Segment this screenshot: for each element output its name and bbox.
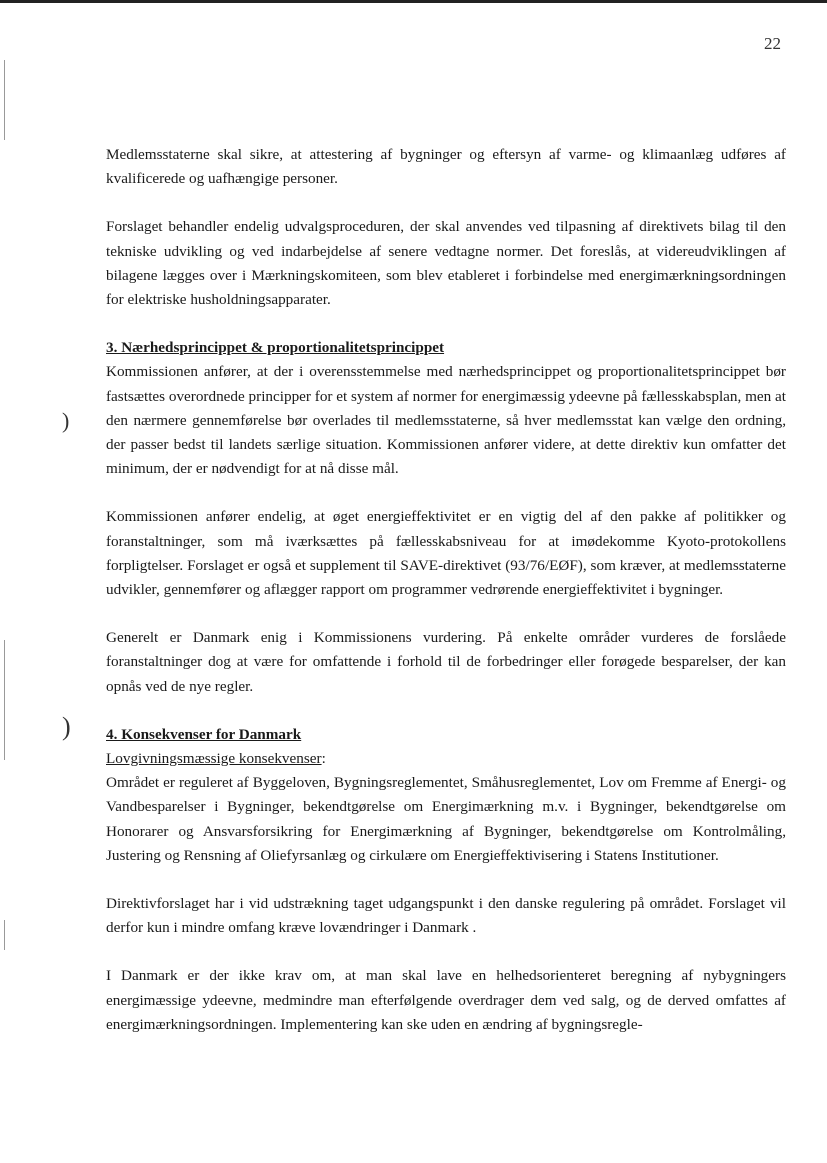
- scan-margin-mark: [4, 60, 5, 140]
- subheading-colon: :: [321, 750, 326, 768]
- paragraph-subsidiarity-principles: Kommissionen anfører, at der i overensstemmelse med nærhedsprincippet og proportionalitetsprincippet bør fastsættes overordnede principper for et system af normer for energimæssig ydeevne på fællesskabsplan, men at den nærmere gennemførelse bør overlades til medlemsstaterne, så hver medlemsstat kan vælge den ordning, der passer bedst til landets særlige situation. Kommissionen anfører videre, at dette direktiv kun omfatter det minimum, der er nødvendigt for at nå disse mål.: [106, 363, 787, 478]
- section-heading-consequences: 4. Konsekvenser for Danmark: [106, 725, 302, 743]
- top-border-rule: [0, 0, 827, 3]
- scan-artifact-bracket: ): [62, 408, 70, 433]
- paragraph-danish-assessment: Generelt er Danmark enig i Kommissionens vurdering. På enkelte områder vurderes de forslåede foranstaltninger dog at være for omfattende i forhold til de forbedringer eller forøgede besparelser, der kan opnås ved de nye regler.: [106, 629, 786, 695]
- scan-margin-mark: [4, 640, 5, 760]
- section-heading-subsidiarity: 3. Nærhedsprincippet & proportionalitetsprincippet: [106, 339, 445, 357]
- scan-artifact-bracket: ): [62, 712, 71, 741]
- paragraph-directive-basis: Direktivforslaget har i vid udstrækning taget udgangspunkt i den danske regulering på området. Forslaget vil derfor kun i mindre omfang kræve lovændringer i Danmark .: [106, 895, 786, 937]
- subheading-text: Lovgivningsmæssige konsekvenser: [106, 750, 322, 768]
- paragraph-energy-efficiency-package: Kommissionen anfører endelig, at øget energieffektivitet er en vigtig del af den pakke af politikker og foranstaltninger, som må iværksættes på fællesskabsniveau for at imødekomme Kyoto-protokollens forpligtelser. Forslaget er også et supplement til SAVE-direktivet (93/76/EØF), som kræver, at medlemsstaterne udvikler, gennemfører og aflægger rapport om programmer vedrørende energieffektivitet i bygninger.: [106, 508, 786, 599]
- scan-margin-mark: [4, 920, 5, 950]
- paragraph-holistic-calculation: I Danmark er der ikke krav om, at man skal lave en helhedsorienteret beregning af nybygningers energimæssige ydeevne, medmindre man efterfølgende overdrager dem ved salg, og de derved omfattes af energimærkningsordningen. Implementering kan ske uden en ændring af bygningsregle-: [106, 967, 786, 1033]
- paragraph-committee-procedure: Forslaget behandler endelig udvalgsproceduren, der skal anvendes ved tilpasning af direktivets bilag til den tekniske udvikling og ved indarbejdelse af senere vedtagne normer. Det foreslås, at videreudviklingen af bilagene lægges over i Mærkningskomiteen, som blev etableret i forbindelse med energimærkningsordningen for elektriske husholdningsapparater.: [106, 218, 786, 309]
- subheading-legislative-consequences: [106, 747, 786, 771]
- document-body: [106, 143, 786, 1061]
- paragraph-regulation-overview: Området er reguleret af Byggeloven, Bygningsreglementet, Småhusreglementet, Lov om Fremme af Energi- og Vandbesparelser i Bygninger, bekendtgørelse om Energimærkning m.v. i Bygninger, bekendtgørelse om Honorarer og Ansvarsforsikring for Energimærkning af Bygninger, bekendtgørelse om Kontrolmåling, Justering og Rensning af Oliefyrsanlæg og cirkulære om Energieffektivisering i Statens Institutioner.: [106, 774, 786, 864]
- page-number: 22: [764, 34, 781, 53]
- paragraph-attestation: Medlemsstaterne skal sikre, at attestering af bygninger og eftersyn af varme- og klimaanlæg udføres af kvalificerede og uafhængige personer.: [106, 146, 786, 188]
